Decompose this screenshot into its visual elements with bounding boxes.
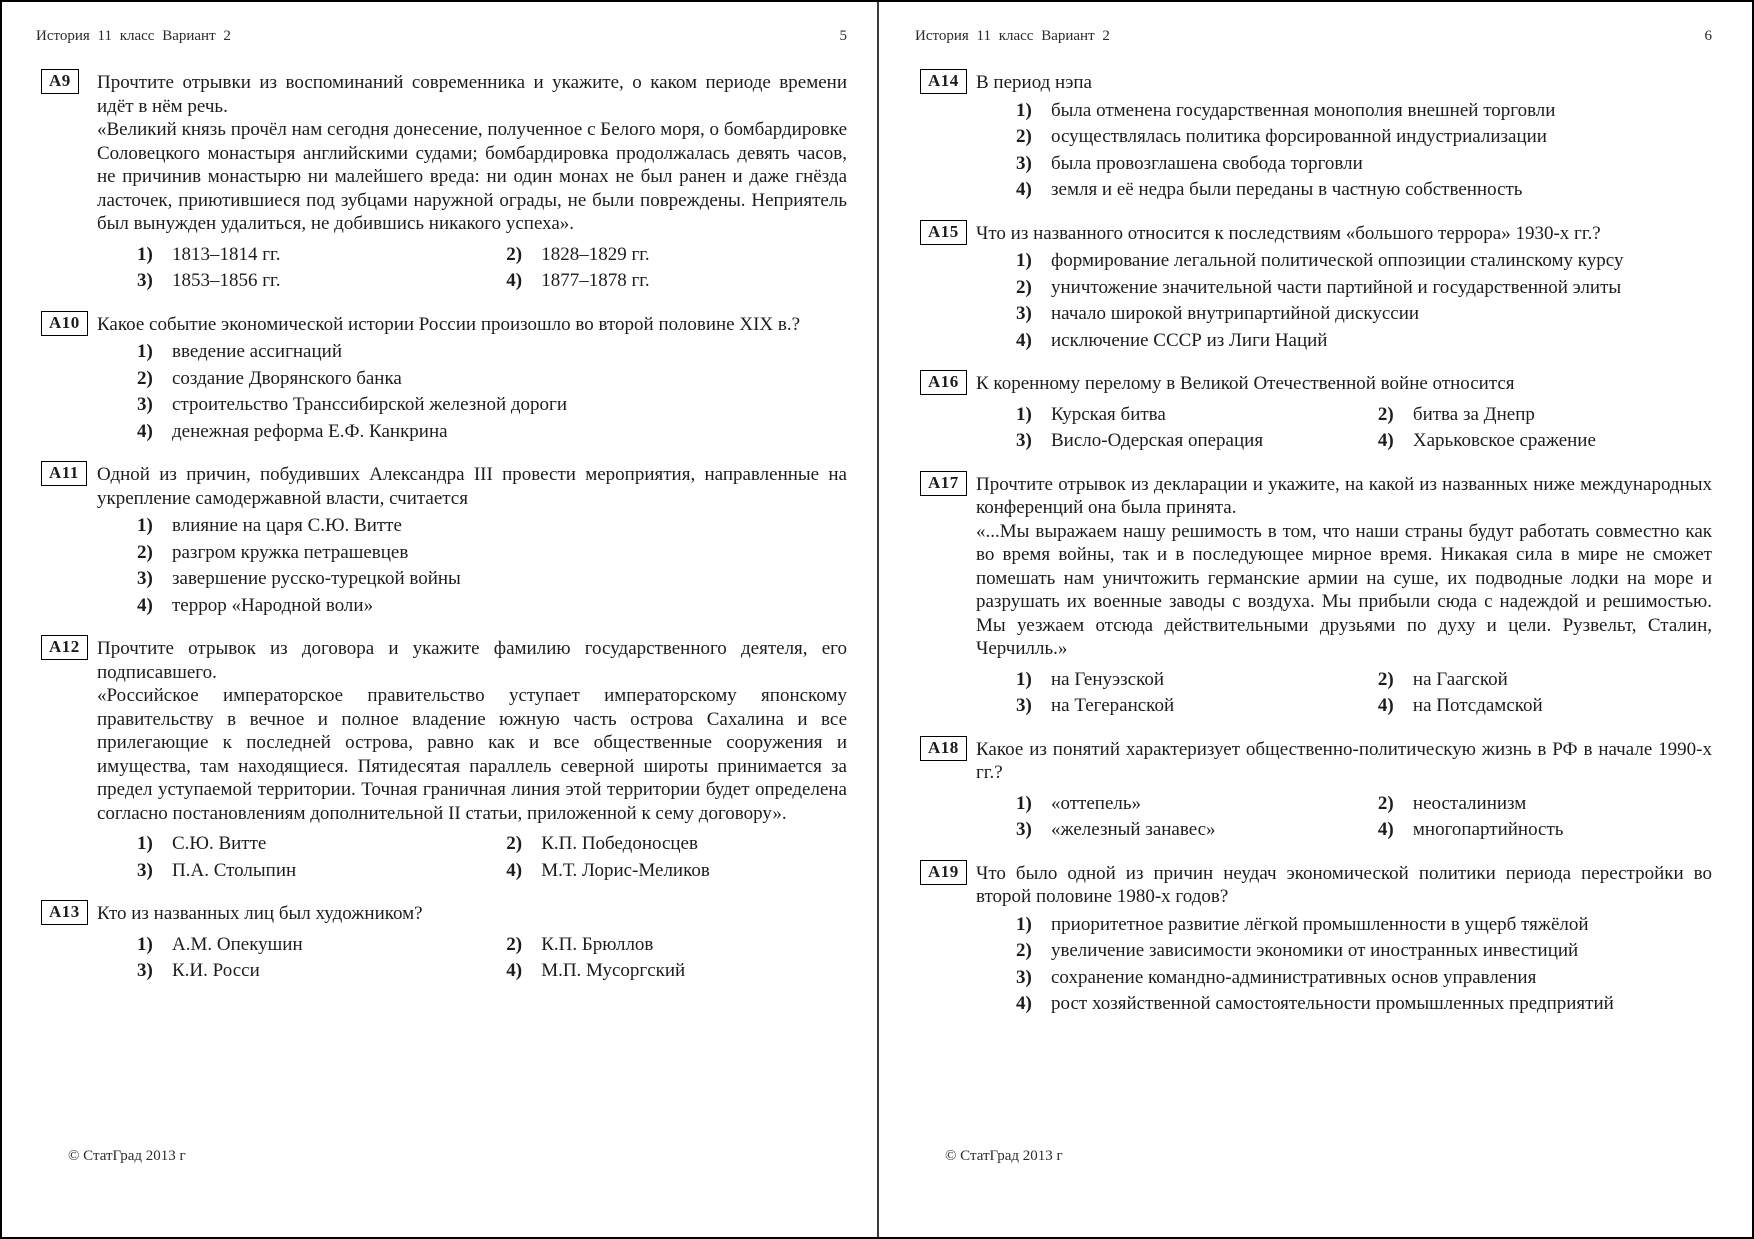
answer-option	[1016, 792, 1378, 816]
question-a12	[36, 637, 847, 882]
option-text: на Тегеранской	[1051, 695, 1175, 716]
option-number: 2)	[1016, 940, 1032, 961]
answer-option	[137, 514, 847, 538]
option-text: денежная реформа Е.Ф. Канкрина	[172, 420, 448, 442]
page-5	[2, 2, 877, 1237]
page-header	[915, 28, 1712, 45]
option-text: Висло-Одерская операция	[1051, 430, 1264, 451]
option-text: 1813–1814 гг.	[172, 243, 281, 265]
answer-option	[1016, 939, 1712, 963]
question-a9-options	[97, 240, 847, 293]
option-text: формирование легальной политической оппозиции сталинскому курсу	[1051, 250, 1624, 271]
option-number: 2)	[506, 833, 523, 854]
question-a14-prompt: В период нэпа	[976, 72, 1092, 93]
option-text: рост хозяйственной самостоятельности промышленных предприятий	[1051, 993, 1614, 1014]
question-a13	[36, 902, 847, 983]
question-a9-prompt: Прочтите отрывки из воспоминаний современника и укажите, о каком периоде времени идёт в нём речь.	[97, 72, 847, 117]
question-a19	[915, 862, 1712, 1016]
option-text: сохранение командно-административных основ управления	[1051, 966, 1537, 988]
question-a17-options	[976, 665, 1712, 718]
option-number: 4)	[1377, 430, 1394, 451]
question-a17-prompt: Прочтите отрывок из декларации и укажите, на какой из названных ниже международных конференций она была принята.	[976, 473, 1712, 518]
page-header-title: История 11 класс Вариант 2	[36, 28, 231, 44]
question-a14-label: А14	[920, 69, 967, 94]
option-text: М.Т. Лорис-Меликов	[541, 859, 710, 881]
option-number: 2)	[137, 541, 153, 563]
question-a19-prompt: Что было одной из причин неудач экономической политики периода перестройки во второй половине 1980-х годов?	[976, 862, 1712, 907]
answer-option	[506, 859, 847, 883]
option-number: 1)	[1016, 668, 1032, 690]
option-text: создание Дворянского банка	[172, 367, 402, 389]
option-text: К.И. Росси	[172, 960, 260, 981]
answer-option	[506, 832, 847, 856]
option-number: 3)	[1016, 695, 1032, 716]
option-number: 3)	[137, 270, 153, 291]
option-text: земля и её недра были переданы в частную собственность	[1051, 179, 1523, 200]
question-a17-label: А17	[920, 471, 967, 496]
option-number: 2)	[1016, 126, 1032, 147]
question-a18-options	[976, 789, 1712, 842]
option-number: 2)	[1016, 276, 1032, 298]
question-a13-options	[97, 930, 847, 983]
option-text: была провозглашена свобода торговли	[1051, 152, 1363, 174]
option-text: на Гаагской	[1412, 668, 1508, 690]
question-a16-prompt: К коренному перелому в Великой Отечественной войне относится	[976, 373, 1515, 394]
answer-option	[1016, 99, 1712, 123]
page-6	[877, 2, 1752, 1237]
option-text: П.А. Столыпин	[172, 859, 297, 881]
option-text: осуществлялась политика форсированной индустриализации	[1051, 126, 1547, 147]
question-a12-prompt: Прочтите отрывок из договора и укажите фамилию государственного деятеля, его подписавшего.	[97, 638, 847, 683]
option-number: 4)	[137, 594, 153, 616]
question-a17-passage: «...Мы выражаем нашу решимость в том, что наши страны будут работать совместно как во время войны, так и в последующее мирное время. Никакая сила в мире не сможет помешать нам уничтожить германские армии на суше, их подводные лодки на море и разрушать их военные заводы с воздуха. Мы прибыли сюда с надеждой и решимостью. Мы уезжаем отсюда действительными друзьями по духу и цели. Рузвельт, Сталин, Черчилль.»	[976, 520, 1712, 659]
question-a15	[915, 222, 1712, 353]
question-a13-label: А13	[41, 900, 88, 925]
answer-option	[137, 367, 847, 391]
answer-option	[1016, 125, 1712, 149]
option-number: 3)	[1016, 303, 1032, 324]
question-a10	[36, 313, 847, 444]
answer-option	[1016, 966, 1712, 990]
answer-option	[137, 541, 847, 565]
question-a18-label: А18	[920, 736, 967, 761]
question-a15-prompt: Что из названного относится к последствиям «большого террора» 1930-х гг.?	[976, 222, 1601, 244]
question-a12-label: А12	[41, 635, 88, 660]
option-text: неосталинизм	[1412, 792, 1527, 814]
option-text: «оттепель»	[1051, 792, 1142, 814]
option-text: Курская битва	[1051, 403, 1166, 425]
option-text: на Генуэзской	[1051, 668, 1165, 690]
question-a10-label: А10	[41, 311, 88, 336]
page-header	[36, 28, 847, 45]
question-a14	[915, 71, 1712, 202]
option-text: увеличение зависимости экономики от иностранных инвестиций	[1051, 940, 1579, 961]
answer-option	[137, 567, 847, 591]
option-number: 4)	[1377, 819, 1394, 840]
option-text: 1877–1878 гг.	[541, 270, 650, 291]
question-a16-label: А16	[920, 370, 967, 395]
answer-option	[137, 594, 847, 618]
answer-option	[137, 243, 506, 267]
answer-option	[1016, 249, 1712, 273]
answer-option	[1016, 913, 1712, 937]
answer-option	[1378, 429, 1712, 453]
question-a10-prompt: Какое событие экономической истории России произошло во второй половине XIX в.?	[97, 313, 801, 335]
answer-option	[506, 269, 847, 293]
question-a15-options	[976, 249, 1712, 352]
option-number: 2)	[506, 243, 523, 265]
option-text: на Потсдамской	[1412, 695, 1543, 716]
option-text: введение ассигнаций	[172, 341, 342, 362]
answer-option	[1016, 329, 1712, 353]
question-a18	[915, 738, 1712, 842]
option-number: 3)	[137, 960, 153, 981]
page-footer: © СтатГрад 2013 г	[68, 1148, 186, 1164]
option-text: «железный занавес»	[1051, 819, 1216, 840]
option-number: 1)	[137, 243, 153, 265]
answer-option	[1378, 668, 1712, 692]
answer-option	[1016, 403, 1378, 427]
option-number: 2)	[1377, 792, 1394, 814]
option-text: Харьковское сражение	[1412, 430, 1596, 451]
answer-option	[1016, 668, 1378, 692]
answer-option	[137, 420, 847, 444]
option-number: 1)	[137, 515, 153, 536]
option-text: исключение СССР из Лиги Наций	[1051, 329, 1328, 351]
answer-option	[506, 243, 847, 267]
question-a11-label: А11	[41, 461, 87, 486]
answer-option	[137, 393, 847, 417]
question-a9-passage: «Великий князь прочёл нам сегодня донесение, полученное с Белого моря, о бомбардировке Соловецкого монастыря английскими судами; бомбардировка продолжалась девять часов, не причинив монастырю ни малейшего вреда: ни один монах не был ранен и даже гнёзда ласточек, приютившиеся под зубцами наружной ограды, не были повреждены. Неприятель был вынужден удалиться, не добившись никакого успеха».	[97, 119, 847, 234]
question-a11-prompt: Одной из причин, побудивших Александра III провести мероприятия, направленные на укрепление самодержавной власти, считается	[97, 464, 847, 509]
answer-option	[137, 269, 506, 293]
question-a15-label: А15	[920, 220, 967, 245]
option-number: 1)	[1016, 403, 1032, 425]
option-text: уничтожение значительной части партийной и государственной элиты	[1051, 276, 1622, 298]
option-text: К.П. Победоносцев	[541, 833, 698, 854]
option-number: 4)	[506, 859, 523, 881]
question-a16	[915, 372, 1712, 453]
option-number: 4)	[1016, 329, 1032, 351]
answer-option	[1016, 276, 1712, 300]
question-a12-passage: «Российское императорское правительство уступает императорскому японскому правительству в вечное и полное владение южную часть острова Сахалина и все прилегающие к последней острова, равно как и все общественные сооружения и имущества, там находящиеся. Пятидесятая параллель северной широты принимается за предел уступаемой территории. Точная граничная линия этой территории будет определена согласно постановлениям дополнительной II статьи, приложенной к сему договору».	[97, 685, 847, 824]
answer-option	[1378, 818, 1712, 842]
option-number: 3)	[137, 394, 153, 415]
page-number: 5	[839, 28, 847, 44]
answer-option	[1378, 694, 1712, 718]
option-number: 4)	[137, 420, 153, 442]
question-a17	[915, 473, 1712, 718]
answer-option	[137, 832, 506, 856]
question-a9	[36, 71, 847, 293]
option-number: 3)	[137, 859, 153, 881]
option-number: 3)	[137, 568, 153, 589]
answer-option	[137, 859, 506, 883]
option-text: М.П. Мусоргский	[541, 960, 686, 981]
answer-option	[1016, 429, 1378, 453]
option-number: 4)	[1016, 179, 1032, 200]
question-a14-options	[976, 99, 1712, 202]
question-a9-label: А9	[41, 69, 79, 94]
option-text: влияние на царя С.Ю. Витте	[172, 515, 402, 536]
option-number: 1)	[137, 933, 153, 955]
option-number: 3)	[1016, 966, 1032, 988]
option-number: 3)	[1016, 430, 1032, 451]
option-text: строительство Транссибирской железной дороги	[172, 394, 567, 415]
option-number: 1)	[1016, 792, 1032, 814]
option-text: С.Ю. Витте	[172, 833, 267, 854]
answer-option	[506, 933, 847, 957]
question-a11	[36, 463, 847, 617]
option-number: 3)	[1016, 819, 1032, 840]
answer-option	[137, 933, 506, 957]
option-number: 1)	[137, 833, 153, 854]
answer-option	[1378, 792, 1712, 816]
option-text: разгром кружка петрашевцев	[172, 541, 409, 563]
option-number: 2)	[506, 933, 523, 955]
option-text: начало широкой внутрипартийной дискуссии	[1051, 303, 1420, 324]
option-number: 1)	[1016, 913, 1032, 935]
answer-option	[1016, 178, 1712, 202]
answer-option	[1016, 302, 1712, 326]
option-number: 4)	[506, 960, 523, 981]
question-a18-prompt: Какое из понятий характеризует общественно-политическую жизнь в РФ в начале 1990-х гг.?	[976, 738, 1712, 783]
option-number: 4)	[1016, 993, 1032, 1014]
answer-option	[1378, 403, 1712, 427]
answer-option	[1016, 992, 1712, 1016]
page-header-title: История 11 класс Вариант 2	[915, 28, 1110, 44]
option-text: битва за Днепр	[1412, 403, 1535, 425]
option-number: 2)	[1377, 403, 1394, 425]
question-a13-prompt: Кто из названных лиц был художником?	[97, 903, 423, 924]
answer-option	[137, 959, 506, 983]
option-number: 1)	[1016, 250, 1032, 271]
question-a11-options	[97, 514, 847, 617]
option-text: была отменена государственная монополия внешней торговли	[1051, 99, 1556, 121]
option-text: многопартийность	[1412, 819, 1564, 840]
question-a16-options	[976, 400, 1712, 453]
question-a19-options	[976, 913, 1712, 1016]
answer-option	[1016, 818, 1378, 842]
answer-option	[1016, 694, 1378, 718]
option-number: 1)	[137, 341, 153, 362]
option-text: приоритетное развитие лёгкой промышленности в ущерб тяжёлой	[1051, 913, 1589, 935]
option-number: 3)	[1016, 152, 1032, 174]
question-a10-options	[97, 340, 847, 443]
answer-option	[137, 340, 847, 364]
page-number: 6	[1704, 28, 1712, 44]
question-a19-label: А19	[920, 860, 967, 885]
option-text: террор «Народной воли»	[172, 594, 374, 616]
answer-option	[506, 959, 847, 983]
option-text: 1853–1856 гг.	[172, 270, 281, 291]
option-text: 1828–1829 гг.	[541, 243, 650, 265]
answer-option	[1016, 152, 1712, 176]
option-number: 1)	[1016, 99, 1032, 121]
option-text: А.М. Опекушин	[172, 933, 303, 955]
option-number: 4)	[1377, 695, 1394, 716]
question-a12-options	[97, 829, 847, 882]
option-text: К.П. Брюллов	[541, 933, 654, 955]
option-number: 4)	[506, 270, 523, 291]
option-number: 2)	[137, 367, 153, 389]
option-number: 2)	[1377, 668, 1394, 690]
option-text: завершение русско-турецкой войны	[172, 568, 461, 589]
page-footer: © СтатГрад 2013 г	[945, 1148, 1063, 1164]
